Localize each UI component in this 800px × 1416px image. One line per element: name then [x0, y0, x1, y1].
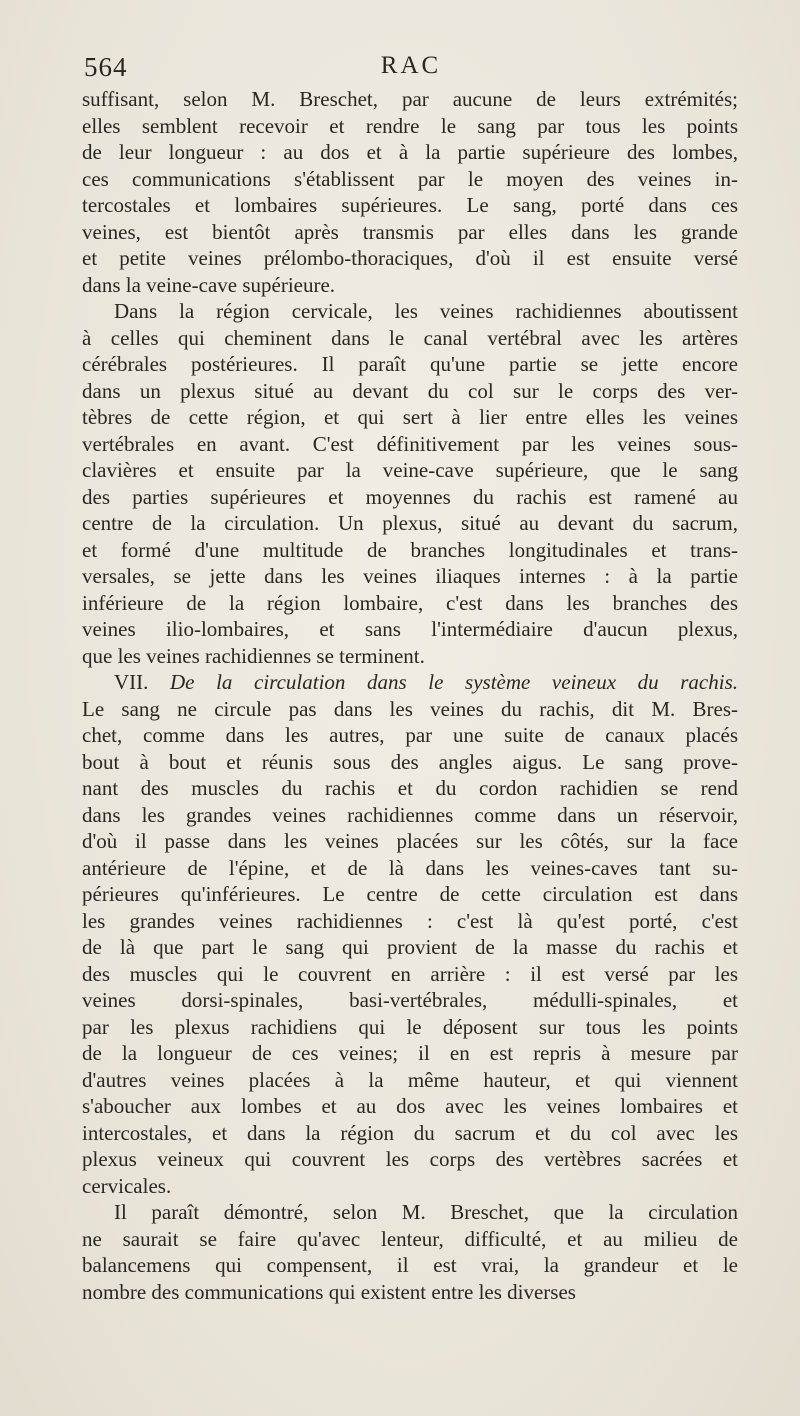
text-line: ces communications s'établissent par le moyen des veines in- — [82, 166, 738, 191]
text-line: et formé d'une multitude de branches longitudinales et trans- — [82, 537, 738, 562]
text-line: de la longueur de ces veines; il en est repris à mesure par — [82, 1041, 738, 1065]
text-line: à celles qui cheminent dans le canal vertébral avec les artères — [82, 325, 738, 350]
text-line: de là que part le sang qui provient de la masse du rachis et — [82, 935, 738, 959]
text-line: Il paraît démontré, selon M. Breschet, que la circulation — [114, 1200, 738, 1224]
text-line: les grandes veines rachidiennes : c'est là qu'est porté, c'est — [82, 908, 738, 933]
paragraph — [82, 298, 738, 669]
text-line: veines ilio-lombaires, et sans l'intermédiaire d'aucun plexus, — [82, 617, 738, 641]
text-line: d'où il passe dans les veines placées sur les côtés, sur la face — [82, 829, 738, 853]
section-heading — [82, 669, 738, 696]
text-line: veines dorsi-spinales, basi-vertébrales, médulli-spinales, et — [82, 988, 738, 1012]
text-line: clavières et ensuite par la veine-cave supérieure, que le sang — [82, 458, 738, 482]
text-line: périeures qu'inférieures. Le centre de cette circulation est dans — [82, 882, 738, 906]
page-number: 564 — [84, 52, 128, 82]
text-line: nant des muscles du rachis et du cordon rachidien se rend — [82, 776, 738, 800]
text-line: des parties supérieures et moyennes du rachis est ramené au — [82, 484, 738, 509]
text-line: cérébrales postérieures. Il paraît qu'une partie se jette encore — [82, 352, 738, 376]
text-line: dans la veine-cave supérieure. — [82, 272, 336, 297]
text-line: cervicales. — [82, 1173, 172, 1198]
text-line: antérieure de l'épine, et de là dans les veines-caves tant su- — [82, 855, 738, 880]
text-line: bout à bout et réunis sous des angles aigus. Le sang prove- — [82, 749, 738, 774]
section-title: De la circulation dans le système veineux du rachis. — [170, 670, 739, 694]
text-line: elles semblent recevoir et rendre le sang par tous les points — [82, 113, 738, 138]
paragraph — [82, 669, 738, 1199]
running-head: RAC — [380, 52, 442, 79]
text-line: tercostales et lombaires supérieures. Le sang, porté dans ces — [82, 193, 738, 217]
text-line: par les plexus rachidiens qui le déposent sur tous les points — [82, 1014, 738, 1039]
text-line: tèbres de cette région, et qui sert à lier entre elles les veines — [82, 405, 738, 429]
text-line: vertébrales en avant. C'est définitivement par les veines sous- — [82, 431, 738, 456]
text-line: s'aboucher aux lombes et au dos avec les veines lombaires et — [82, 1094, 738, 1118]
text-line: chet, comme dans les autres, par une suite de canaux placés — [82, 723, 738, 747]
text-line: ne saurait se faire qu'avec lenteur, difficulté, et au milieu de — [82, 1226, 738, 1251]
text-line: intercostales, et dans la région du sacrum et du col avec les — [82, 1120, 738, 1145]
text-line: que les veines rachidiennes se terminent. — [82, 643, 425, 668]
text-line: de leur longueur : au dos et à la partie supérieure des lombes, — [82, 140, 738, 164]
paragraph — [82, 1199, 738, 1305]
text-line: et petite veines prélombo-thoraciques, d'où il est ensuite versé — [82, 246, 738, 270]
text-line: veines, est bientôt après transmis par elles dans les grande — [82, 219, 738, 244]
paragraph — [82, 86, 738, 298]
text-line: plexus veineux qui couvrent les corps des vertèbres sacrées et — [82, 1147, 738, 1171]
text-line: inférieure de la région lombaire, c'est dans les branches des — [82, 590, 738, 615]
text-line: versales, se jette dans les veines iliaques internes : à la partie — [82, 564, 738, 588]
text-line: balancemens qui compensent, il est vrai, la grandeur et le — [82, 1253, 738, 1277]
section-number: VII. — [114, 670, 149, 694]
text-line: dans les grandes veines rachidiennes comme dans un réservoir, — [82, 802, 738, 827]
text-line: des muscles qui le couvrent en arrière : il est versé par les — [82, 961, 738, 986]
text-line: d'autres veines placées à la même hauteur, et qui viennent — [82, 1067, 738, 1092]
text-line: Dans la région cervicale, les veines rachidiennes aboutissent — [114, 299, 738, 323]
text-line: suffisant, selon M. Breschet, par aucune de leurs extrémités; — [82, 87, 738, 111]
body-text — [82, 86, 738, 1305]
text-line: nombre des communications qui existent entre les diverses — [82, 1279, 576, 1304]
text-line: dans un plexus situé au devant du col sur le corps des ver- — [82, 378, 738, 403]
text-line: centre de la circulation. Un plexus, situé au devant du sacrum, — [82, 511, 738, 535]
text-line: Le sang ne circule pas dans les veines du rachis, dit M. Bres- — [82, 696, 738, 721]
